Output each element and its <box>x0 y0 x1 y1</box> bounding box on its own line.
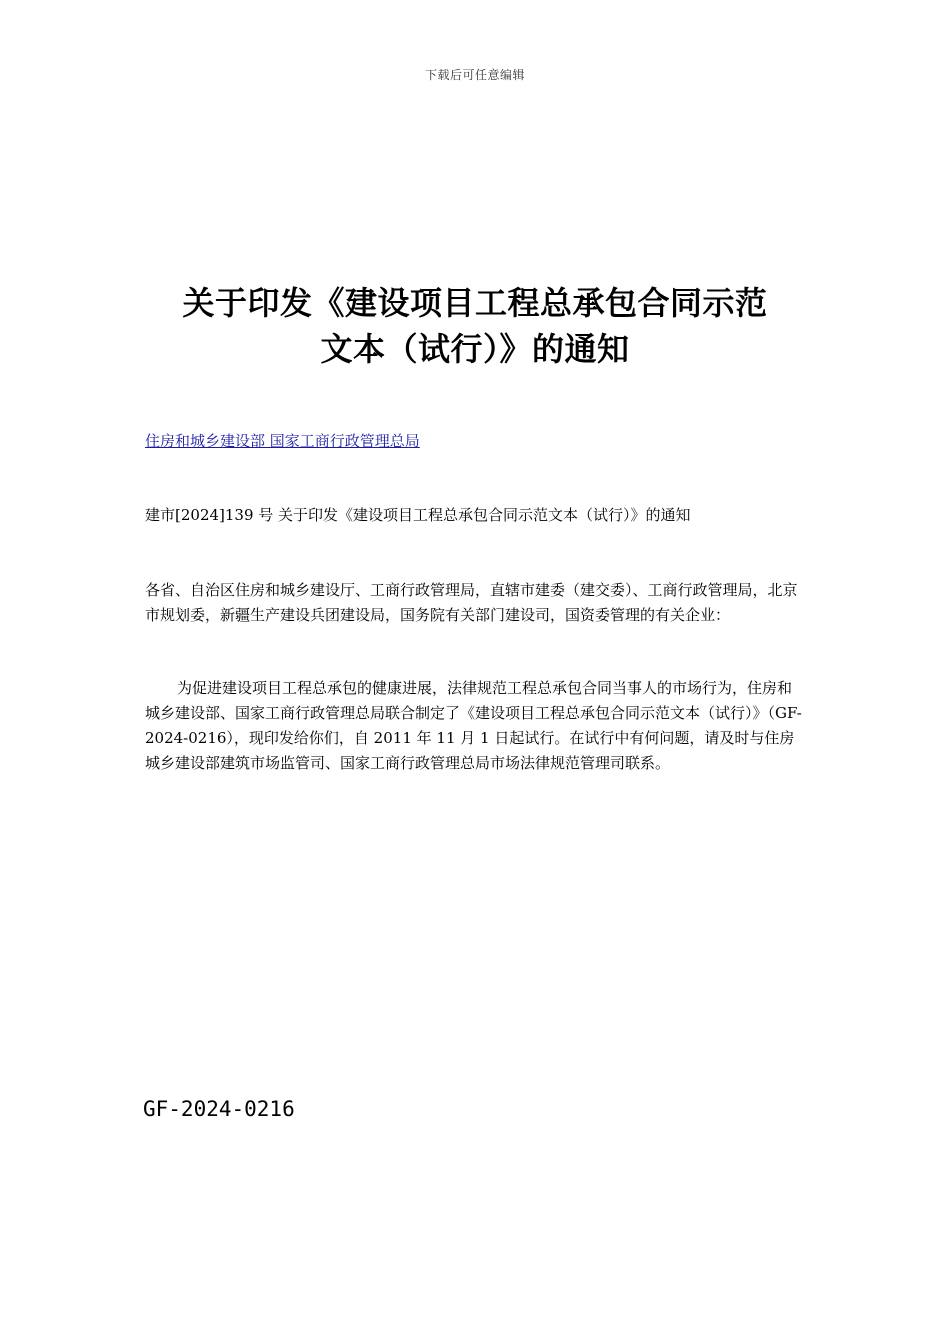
title-line-2: 文本（试行）》的通知 <box>320 330 630 368</box>
document-code: GF-2024-0216 <box>143 1097 295 1121</box>
header-note: 下载后可任意编辑 <box>424 68 525 82</box>
title-line-1: 关于印发《建设项目工程总承包合同示范 <box>182 284 768 322</box>
document-reference: 建市[2024]139 号 关于印发《建设项目工程总承包合同示范文本（试行）》的通知 <box>145 506 691 524</box>
issuer-link[interactable]: 住房和城乡建设部 国家工商行政管理总局 <box>145 432 420 450</box>
document-title <box>120 280 830 372</box>
body-paragraph: 为促进建设项目工程总承包的健康进展，法律规范工程总承包合同当事人的市场行为，住房和城乡建设部、国家工商行政管理总局联合制定了《建设项目工程总承包合同示范文本（试行）》（GF-2024-0216），现印发给你们，自 2011 年 11 月 1 日起试行。在试行中有何问题，请及时与住房城乡建设部建筑市场监管司、国家工商行政管理总局市场法律规范管理司联系。 <box>145 679 802 772</box>
recipients-paragraph: 各省、自治区住房和城乡建设厅、工商行政管理局，直辖市建委（建交委）、工商行政管理局，北京市规划委，新疆生产建设兵团建设局，国务院有关部门建设司，国资委管理的有关企业： <box>145 581 798 624</box>
